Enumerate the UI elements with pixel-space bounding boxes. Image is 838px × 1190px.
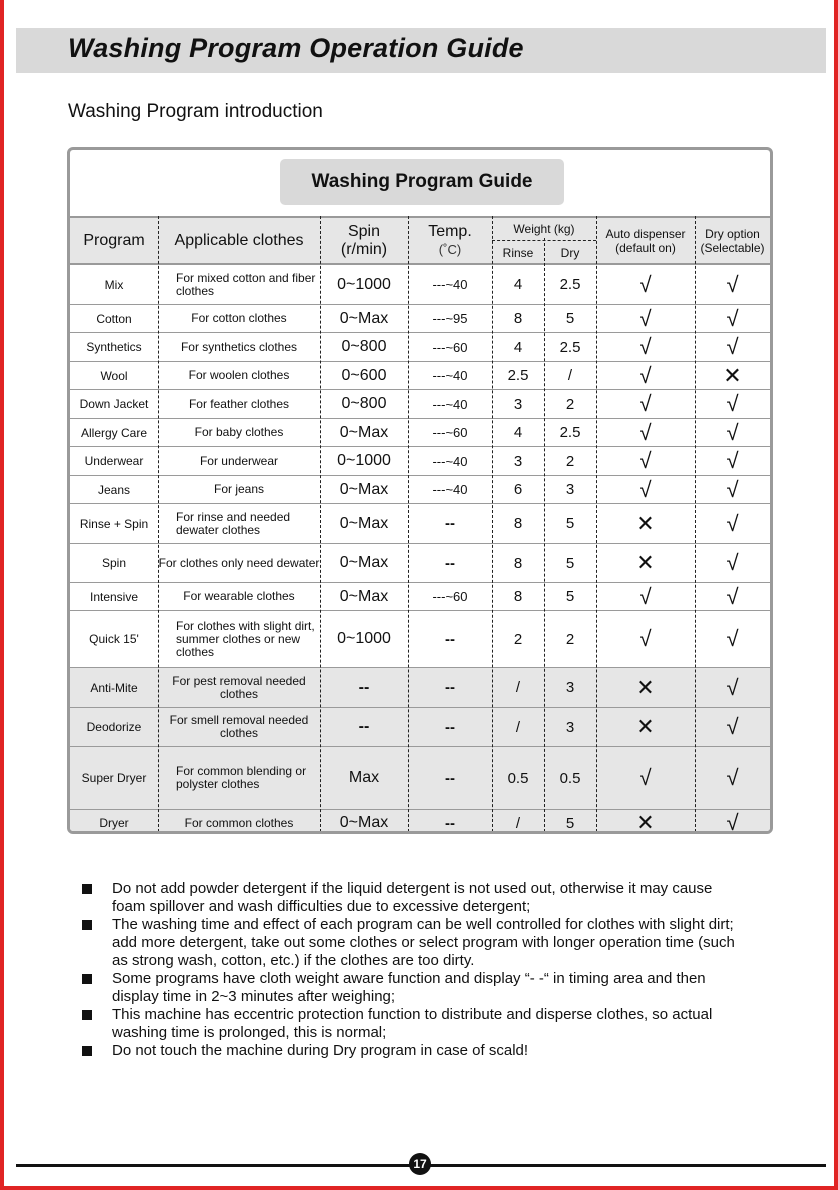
header-dryopt-line2: (Selectable) [700,240,765,255]
applicable-clothes-cell: For cotton clothes [191,311,287,325]
rinse-weight-cell: 4 [513,276,523,293]
auto-dispenser-cell-check-icon: √ [639,419,652,445]
dry-option-cell-check-icon: √ [726,714,739,739]
auto-dispenser-cell-check-icon: √ [639,362,652,388]
program-cell: Jeans [97,482,131,497]
spin-cell: 0~Max [339,587,389,605]
note-text: The washing time and effect of each program can be well controlled for clothes with slight dirt; add more detergent, take out some clothes or select program with longer operation time (such as strong wash, cotton, etc.) if the clothes are too dirty. [112,916,735,969]
header-program: Program [83,231,145,249]
temp-cell: -- [445,679,455,696]
rinse-weight-cell: / [515,814,521,832]
note-item [80,880,740,916]
temp-cell: ---~40 [432,368,468,383]
program-cell: Allergy Care [80,425,148,440]
spin-cell: -- [358,678,370,696]
temp-cell: -- [445,515,455,532]
auto-dispenser-cell-cross-icon: ✕ [636,550,655,575]
dry-weight-cell: 5 [565,814,575,832]
note-item [80,1042,740,1060]
dry-option-cell-check-icon: √ [726,626,739,651]
applicable-clothes-cell: For common blending or polyster clothes [176,764,307,791]
program-cell: Intensive [89,589,139,604]
auto-dispenser-cell-check-icon: √ [639,765,652,790]
column-divider [492,216,493,834]
applicable-clothes-cell: For smell removal needed clothes [169,713,309,740]
spin-cell: 0~1000 [337,275,391,293]
table-row [70,747,770,810]
header-temp [408,218,492,263]
dry-weight-cell: 2.5 [559,424,581,441]
spin-cell: 0~Max [339,554,389,571]
applicable-clothes-cell: For common clothes [184,815,294,830]
rinse-weight-cell: / [515,718,521,736]
spin-cell: 0~Max [339,480,389,498]
header-spin-line2: (r/min) [340,240,388,258]
header-spin [320,218,408,263]
dry-option-cell-check-icon: √ [726,810,739,834]
auto-dispenser-cell-check-icon: √ [639,391,652,416]
spin-cell: 0~800 [341,395,387,412]
note-text: This machine has eccentric protection function to distribute and disperse clothes, so actual washing time is prolonged, this is normal; [112,1006,713,1041]
program-cell: Rinse + Spin [79,516,149,531]
program-cell: Synthetics [86,340,142,354]
program-cell: Underwear [84,454,144,468]
program-cell: Cotton [96,311,132,326]
dry-weight-cell: 2.5 [559,338,581,356]
header-temp-line2: (˚C) [438,241,462,257]
auto-dispenser-cell-check-icon: √ [639,476,652,502]
program-cell: Spin [101,556,127,570]
auto-dispenser-cell-cross-icon: ✕ [636,674,655,700]
column-divider [158,216,159,834]
temp-cell: ---~60 [432,589,468,604]
rinse-weight-cell: 4 [513,424,523,441]
bullet-icon [82,974,92,984]
table-title: Washing Program Guide [280,159,564,205]
dry-option-cell-check-icon: √ [726,765,739,790]
applicable-clothes-cell: For underwear [199,453,279,468]
program-guide-table [67,147,773,834]
dry-weight-cell: / [567,367,573,384]
note-text: Do not add powder detergent if the liquid detergent is not used out, otherwise it may cause foam spillover and wash difficulties due to excessive detergent; [112,880,713,915]
column-divider [596,216,597,834]
note-item [80,1006,740,1042]
program-cell: Down Jacket [79,397,149,411]
table-row [70,419,770,447]
dry-option-cell-check-icon: √ [726,419,739,445]
table-row [70,583,770,611]
note-text: Some programs have cloth weight aware function and display “- -“ in timing area and then display time in 2~3 minutes after weighing; [112,970,706,1005]
applicable-clothes-cell: For clothes only need dewater [158,555,320,570]
table-row [70,265,770,305]
auto-dispenser-cell-cross-icon: ✕ [636,510,655,536]
header-dryopt-line1: Dry option [705,226,760,241]
rinse-weight-cell: 8 [513,588,523,605]
table-row [70,504,770,544]
bullet-icon [82,1046,92,1056]
applicable-clothes-cell: For baby clothes [194,425,284,439]
dry-option-cell-check-icon: √ [726,305,739,331]
program-cell: Wool [100,368,128,383]
temp-cell: -- [445,630,455,648]
rinse-weight-cell: 2 [513,630,523,648]
spin-cell: 0~600 [341,366,387,384]
header-dry: Dry [560,245,580,260]
dry-option-cell-check-icon: √ [726,476,739,502]
rinse-weight-cell: 8 [513,515,523,532]
dry-weight-cell: 5 [565,554,575,572]
table-row [70,447,770,476]
applicable-clothes-cell: For jeans [213,482,265,496]
table-row [70,544,770,583]
auto-dispenser-cell-check-icon: √ [639,334,652,359]
dry-weight-cell: 3 [565,481,575,498]
program-cell: Anti-Mite [90,680,138,695]
dry-weight-cell: 0.5 [559,769,581,787]
header-applicable: Applicable clothes [174,231,304,249]
column-divider [408,216,409,834]
rinse-weight-cell: / [515,679,521,696]
header-dry-option [695,218,770,263]
header-spin-line1: Spin [347,222,381,240]
temp-cell: ---~40 [432,396,468,412]
column-divider [544,238,545,834]
spin-cell: 0~Max [339,423,389,441]
table-row [70,810,770,834]
auto-dispenser-cell-check-icon: √ [639,448,652,473]
temp-cell: ---~60 [432,425,468,440]
applicable-clothes-cell: For mixed cotton and fiber clothes [176,270,316,298]
temp-cell: -- [445,769,455,787]
spin-cell: 0~1000 [337,452,391,469]
dry-option-cell-check-icon: √ [726,334,739,359]
applicable-clothes-cell: For synthetics clothes [180,339,298,354]
rinse-weight-cell: 8 [513,554,523,572]
spin-cell: 0~1000 [337,630,391,647]
dry-weight-cell: 2 [565,630,575,648]
page-number: 17 [409,1153,431,1175]
temp-cell: ---~60 [432,339,468,355]
dry-weight-cell: 2.5 [559,276,581,293]
program-cell: Quick 15' [89,632,139,646]
rinse-weight-cell: 0.5 [507,769,529,787]
table-row [70,668,770,708]
program-cell: Dryer [99,816,129,830]
dry-weight-cell: 5 [565,310,575,327]
table-row [70,362,770,390]
applicable-clothes-cell: For rinse and needed dewater clothes [176,509,291,537]
rinse-weight-cell: 3 [513,452,523,470]
auto-dispenser-cell-check-icon: √ [639,305,652,331]
spin-cell: 0~Max [339,514,389,532]
dry-option-cell-check-icon: √ [726,583,739,609]
table-row [70,390,770,419]
spin-cell: 0~800 [341,338,387,355]
auto-dispenser-cell-check-icon: √ [639,583,652,609]
dry-option-cell-cross-icon: ✕ [723,362,742,388]
column-divider [320,216,321,834]
header-weight: Weight (kg) [513,222,575,236]
dry-weight-cell: 3 [565,679,575,696]
rinse-weight-cell: 4 [513,338,523,356]
table-row [70,476,770,504]
program-cell: Mix [104,277,124,292]
dry-option-cell-check-icon: √ [726,510,739,536]
dry-weight-cell: 2 [565,452,575,470]
dry-option-cell-check-icon: √ [726,674,739,700]
note-text: Do not touch the machine during Dry program in case of scald! [112,1042,529,1059]
header-auto-line2: (default on) [615,240,676,255]
spin-cell: 0~Max [339,309,389,327]
page-title: Washing Program Operation Guide [68,33,524,63]
dry-option-cell-check-icon: √ [726,550,739,575]
note-item [80,970,740,1006]
table-row [70,708,770,747]
table-row [70,611,770,668]
temp-cell: -- [445,554,455,572]
notes-list [80,880,740,1060]
temp-cell: ---~40 [432,482,468,497]
applicable-clothes-cell: For feather clothes [188,396,290,411]
header-rinse: Rinse [502,245,534,260]
section-subtitle: Washing Program introduction [68,101,323,122]
bullet-icon [82,884,92,894]
column-divider [695,216,696,834]
auto-dispenser-cell-cross-icon: ✕ [636,714,655,739]
table-row [70,305,770,333]
table-row [70,333,770,362]
auto-dispenser-cell-check-icon: √ [639,271,652,297]
temp-cell: ---~95 [432,311,468,326]
auto-dispenser-cell-check-icon: √ [639,626,652,651]
header-auto-line1: Auto dispenser [605,226,686,241]
applicable-clothes-cell: For woolen clothes [188,368,290,382]
program-cell: Super Dryer [81,771,147,785]
applicable-clothes-cell: For pest removal needed clothes [172,673,306,701]
rinse-weight-cell: 3 [513,395,523,413]
rinse-weight-cell: 6 [513,481,523,498]
dry-option-cell-check-icon: √ [726,391,739,416]
program-cell: Deodorize [86,720,142,734]
rinse-weight-cell: 8 [513,310,523,327]
temp-cell: -- [445,814,455,832]
applicable-clothes-cell: For wearable clothes [183,589,295,603]
dry-option-cell-check-icon: √ [726,271,739,297]
bullet-icon [82,1010,92,1020]
dry-option-cell-check-icon: √ [726,448,739,473]
applicable-clothes-cell: For clothes with slight dirt, summer clothes or new clothes [176,618,315,659]
bullet-icon [82,920,92,930]
temp-cell: ---~40 [432,277,468,292]
temp-cell: ---~40 [432,453,468,469]
spin-cell: 0~Max [339,814,389,831]
header-temp-line1: Temp. [428,222,472,240]
rinse-weight-cell: 2.5 [507,367,529,384]
dry-weight-cell: 3 [565,718,575,736]
temp-cell: -- [445,718,455,736]
spin-cell: -- [358,718,370,735]
dry-weight-cell: 2 [565,395,575,413]
header-auto-dispenser [596,218,695,263]
dry-weight-cell: 5 [565,515,575,532]
note-item [80,916,740,970]
auto-dispenser-cell-cross-icon: ✕ [636,810,655,834]
dry-weight-cell: 5 [565,588,575,605]
spin-cell: Max [348,769,380,786]
table-header [70,216,770,265]
